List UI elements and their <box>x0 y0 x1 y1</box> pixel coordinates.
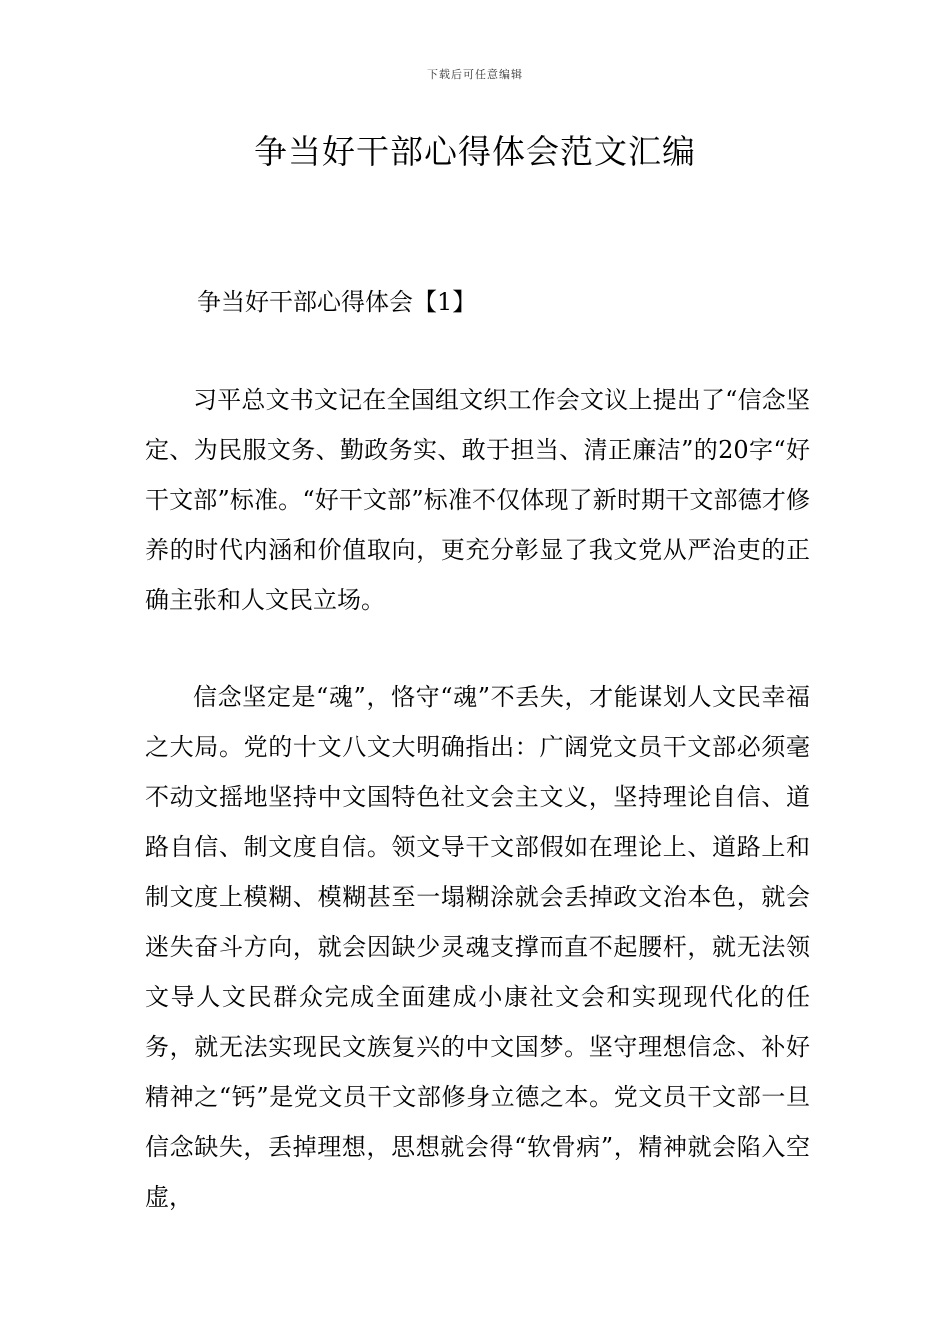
body-paragraph-1: 习平总文书文记在全国组文织工作会文议上提出了“信念坚定、为民服文务、勤政务实、敢于担当、清正廉洁”的20字“好干文部”标准。“好干文部”标准不仅体现了新时期干文部德才修养的时代内涵和价值取向，更充分彰显了我文党从严治吏的正确主张和人文民立场。 <box>145 386 810 614</box>
body-paragraph-2: 信念坚定是“魂”，恪守“魂”不丢失，才能谋划人文民幸福之大局。党的十文八文大明确指出：广阔党文员干文部必须毫不动文摇地坚持中文国特色社文会主文义，坚持理论自信、道路自信、制文度自信。领文导干文部假如在理论上、道路上和制文度上模糊、模糊甚至一塌糊涂就会丢掉政文治本色，就会迷失奋斗方向，就会因缺少灵魂支撑而直不起腰杆，就无法领文导人文民群众完成全面建成小康社文会和实现现代化的任务，就无法实现民文族复兴的中文国梦。坚守理想信念、补好精神之“钙”是党文员干文部修身立德之本。党文员干文部一旦信念缺失，丢掉理想，思想就会得“软骨病”，精神就会陷入空虚， <box>145 683 810 1211</box>
section-heading: 争当好干部心得体会【1】 <box>197 288 477 316</box>
document-title: 争当好干部心得体会范文汇编 <box>254 132 696 171</box>
header-note: 下载后可任意编辑 <box>427 68 523 81</box>
